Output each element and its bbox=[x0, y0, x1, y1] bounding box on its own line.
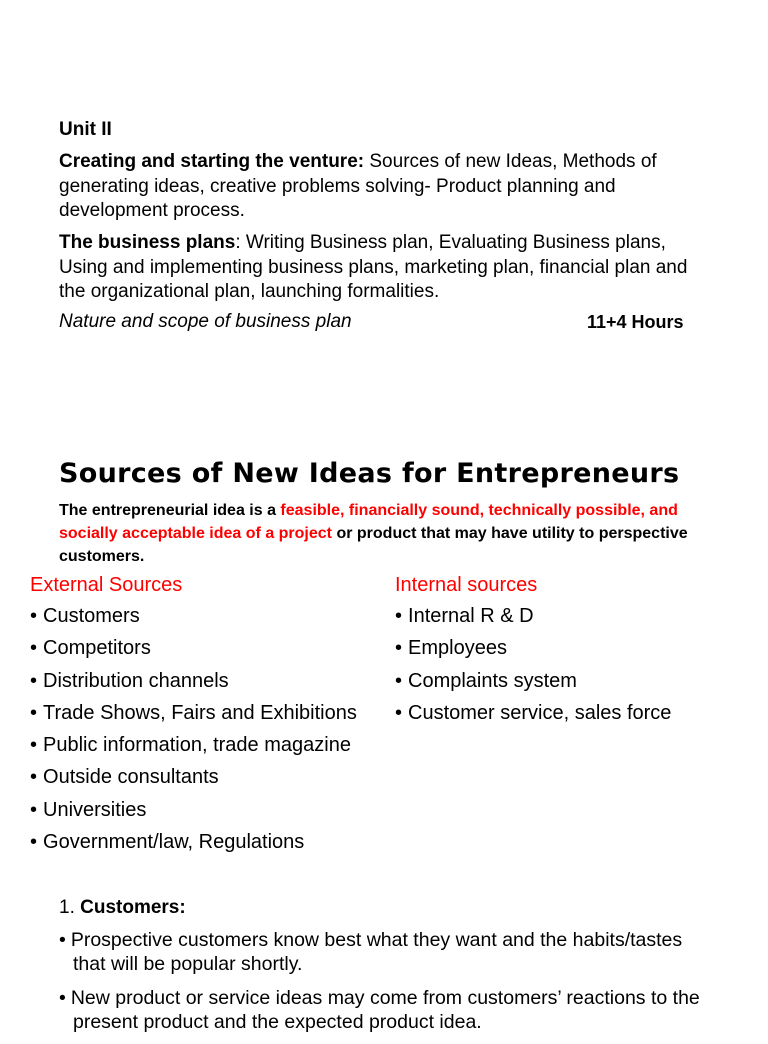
list-item: • Distribution channels bbox=[30, 668, 357, 700]
intro-highlight: feasible, financially sound, technically possible, and socially acceptable idea of a project bbox=[59, 502, 678, 542]
slide-title: Sources of New Ideas for Entrepreneurs bbox=[59, 458, 680, 489]
list-item: • Employees bbox=[395, 635, 671, 667]
internal-sources-heading: Internal sources bbox=[395, 574, 538, 596]
list-item: • Customers bbox=[30, 603, 357, 635]
list-item: • Universities bbox=[30, 797, 357, 829]
creating-venture-heading: Creating and starting the venture: bbox=[59, 151, 365, 172]
intro-paragraph bbox=[59, 499, 719, 568]
list-item: • Government/law, Regulations bbox=[30, 829, 357, 861]
external-sources-list bbox=[30, 603, 357, 861]
list-item: • Trade Shows, Fairs and Exhibitions bbox=[30, 700, 357, 732]
list-item: • Prospective customers know best what they want and the habits/tastes that will be popular shortly. bbox=[59, 928, 719, 976]
list-item: • Customer service, sales force bbox=[395, 700, 671, 732]
customers-heading: Customers: bbox=[80, 897, 186, 918]
list-item: • Competitors bbox=[30, 635, 357, 667]
internal-sources-list bbox=[395, 603, 671, 732]
list-item: • Outside consultants bbox=[30, 764, 357, 796]
business-plans-heading: The business plans bbox=[59, 232, 236, 253]
nature-scope-line: Nature and scope of business plan bbox=[59, 311, 352, 332]
customers-bullets bbox=[59, 928, 719, 1044]
intro-part-1: The entrepreneurial idea is a bbox=[59, 502, 281, 519]
list-item: • Internal R & D bbox=[395, 603, 671, 635]
business-plans-text: : Writing Business plan, Evaluating Business plans, Using and implementing business plans, marketing plan, financial plan and the organizational plan, launching formalities. bbox=[59, 232, 688, 302]
list-item: • Public information, trade magazine bbox=[30, 732, 357, 764]
intro-part-2: or product that may have utility to perspective customers. bbox=[59, 525, 688, 565]
list-item: • Complaints system bbox=[395, 668, 671, 700]
list-item: • New product or service ideas may come from customers’ reactions to the present product and the expected product idea. bbox=[59, 986, 719, 1034]
external-sources-heading: External Sources bbox=[30, 574, 183, 596]
creating-venture-text: Sources of new Ideas, Methods of generating ideas, creative problems solving- Product planning and development process. bbox=[59, 151, 657, 221]
unit-label: Unit II bbox=[59, 119, 112, 140]
item-number: 1. bbox=[59, 897, 81, 918]
customers-numbered-heading bbox=[59, 897, 186, 919]
creating-venture-paragraph bbox=[59, 150, 709, 224]
hours-label: 11+4 Hours bbox=[587, 312, 684, 332]
business-plans-paragraph bbox=[59, 231, 709, 305]
